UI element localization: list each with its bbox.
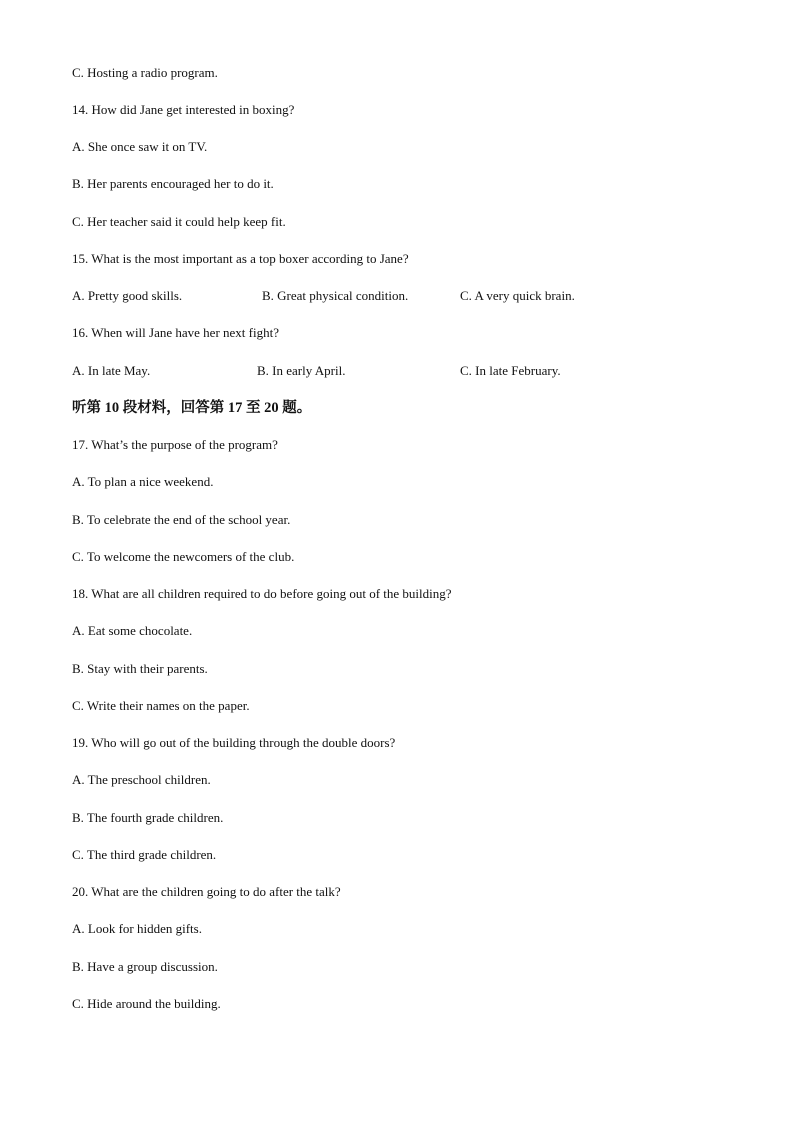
question-16-option-b: B. In early April. — [257, 363, 346, 378]
question-20-option-a: A. Look for hidden gifts. — [72, 921, 202, 936]
section-heading: 听第 10 段材料，回答第 17 至 20 题。 — [72, 400, 312, 416]
question-19-option-c: C. The third grade children. — [72, 847, 217, 862]
question-14-option-b: B. Her parents encouraged her to do it. — [72, 176, 274, 191]
question-14: 14. How did Jane get interested in boxing? — [72, 102, 295, 117]
question-15-option-a: A. Pretty good skills. — [72, 288, 183, 303]
question-19: 19. Who will go out of the building through the double doors? — [72, 735, 396, 750]
question-20-option-b: B. Have a group discussion. — [72, 959, 218, 974]
question-17-option-b: B. To celebrate the end of the school year. — [72, 512, 291, 527]
question-17-option-c: C. To welcome the newcomers of the club. — [72, 549, 295, 564]
question-15: 15. What is the most important as a top boxer according to Jane? — [72, 251, 409, 266]
question-16: 16. When will Jane have her next fight? — [72, 325, 279, 340]
question-17: 17. What’s the purpose of the program? — [72, 437, 278, 452]
question-14-option-c: C. Her teacher said it could help keep fit. — [72, 214, 286, 229]
question-18: 18. What are all children required to do before going out of the building? — [72, 586, 452, 601]
question-16-option-a: A. In late May. — [72, 363, 151, 378]
question-15-option-b: B. Great physical condition. — [262, 288, 409, 303]
question-17-option-a: A. To plan a nice weekend. — [72, 474, 214, 489]
question-20: 20. What are the children going to do after the talk? — [72, 884, 341, 899]
question-19-option-a: A. The preschool children. — [72, 772, 211, 787]
question-18-option-b: B. Stay with their parents. — [72, 661, 208, 676]
question-19-option-b: B. The fourth grade children. — [72, 810, 224, 825]
question-14-option-a: A. She once saw it on TV. — [72, 139, 208, 154]
question-18-option-a: A. Eat some chocolate. — [72, 623, 193, 638]
question-18-option-c: C. Write their names on the paper. — [72, 698, 250, 713]
question-16-option-c: C. In late February. — [460, 363, 561, 378]
question-13-option-c: C. Hosting a radio program. — [72, 65, 218, 80]
question-20-option-c: C. Hide around the building. — [72, 996, 221, 1011]
question-15-option-c: C. A very quick brain. — [460, 288, 575, 303]
